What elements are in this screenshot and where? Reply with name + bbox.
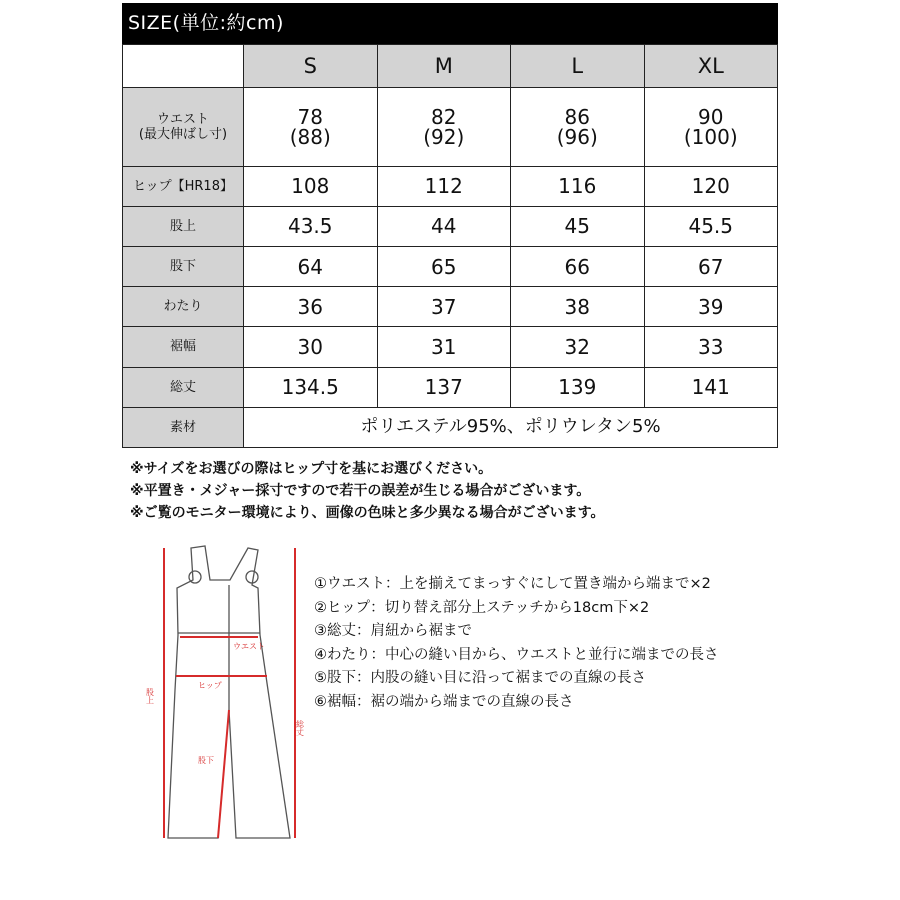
subvalue: (96)	[556, 124, 598, 149]
size-header-row	[123, 45, 778, 88]
row-label-rise: 股上	[123, 206, 244, 246]
note-3: ※ご覧のモニター環境により、画像の色味と多少異なる場合がございます。	[130, 505, 605, 521]
row-label-hem: 裾幅	[123, 327, 244, 367]
cell-waist-s	[244, 88, 378, 167]
legend-item-hem: ⑥裾幅：裾の端から端までの直線の長さ	[314, 693, 574, 710]
cell-thigh-m: 37	[377, 287, 511, 327]
cell-hip-l: 116	[511, 166, 645, 206]
cell-inseam-xl: 67	[644, 246, 778, 286]
subvalue: (100)	[683, 124, 738, 149]
overalls-diagram	[130, 540, 310, 850]
cell-rise-xl: 45.5	[644, 206, 778, 246]
table-row-length	[123, 367, 778, 407]
header-corner	[123, 45, 244, 88]
row-label-material: 素材	[123, 407, 244, 447]
value: 78	[297, 104, 323, 129]
size-table	[122, 44, 778, 448]
table-row-thigh	[123, 287, 778, 327]
diagram-label-waist: ウエスト	[233, 642, 265, 651]
cell-hem-l: 32	[511, 327, 645, 367]
diagram-label-length: 総丈	[295, 720, 305, 736]
legend-item-waist: ①ウエスト：上を揃えてまっすぐにして置き端から端まで×2	[314, 576, 711, 592]
cell-waist-xl	[644, 88, 778, 167]
cell-thigh-s: 36	[244, 287, 378, 327]
size-header-l: L	[511, 45, 645, 88]
row-label-length: 総丈	[123, 367, 244, 407]
notes	[130, 458, 605, 524]
note-1: ※サイズをお選びの際はヒップ寸を基にお選びください。	[130, 461, 493, 477]
cell-length-xl: 141	[644, 367, 778, 407]
cell-rise-l: 45	[511, 206, 645, 246]
cell-thigh-xl: 39	[644, 287, 778, 327]
cell-hip-m: 112	[377, 166, 511, 206]
row-label-waist	[123, 88, 244, 167]
legend-item-length: ③総丈：肩紐から裾まで	[314, 623, 472, 639]
size-header-m: M	[377, 45, 511, 88]
cell-waist-l	[511, 88, 645, 167]
size-header-s: S	[244, 45, 378, 88]
size-table-title: SIZE(単位:約cm)	[122, 3, 778, 44]
row-label-hip: ヒップ【HR18】	[123, 166, 244, 206]
row-label-thigh: わたり	[123, 287, 244, 327]
inseam-line	[218, 710, 229, 838]
cell-hem-s: 30	[244, 327, 378, 367]
note-2: ※平置き・メジャー採寸ですので若干の誤差が生じる場合がございます。	[130, 483, 591, 499]
legend-item-thigh: ④わたり：中心の縫い目から、ウエストと並行に端までの長さ	[314, 646, 719, 663]
row-label-waist-sub: (最大伸ばし寸)	[138, 126, 228, 142]
table-row-waist	[123, 88, 778, 167]
cell-inseam-s: 64	[244, 246, 378, 286]
cell-hip-xl: 120	[644, 166, 778, 206]
value: 90	[698, 104, 724, 129]
value: 82	[431, 104, 457, 129]
legend-item-hip: ②ヒップ：切り替え部分上ステッチから18cm下×2	[314, 599, 650, 616]
table-row-material	[123, 407, 778, 447]
table-row-hem	[123, 327, 778, 367]
cell-rise-m: 44	[377, 206, 511, 246]
table-row-hip	[123, 166, 778, 206]
value: 86	[564, 104, 590, 129]
cell-hip-s: 108	[244, 166, 378, 206]
cell-length-s: 134.5	[244, 367, 378, 407]
cell-hem-m: 31	[377, 327, 511, 367]
measurement-legend	[314, 573, 719, 714]
subvalue: (88)	[289, 124, 331, 149]
cell-rise-s: 43.5	[244, 206, 378, 246]
cell-length-m: 137	[377, 367, 511, 407]
cell-material: ポリエステル95%、ポリウレタン5%	[244, 407, 778, 447]
cell-inseam-l: 66	[511, 246, 645, 286]
cell-length-l: 139	[511, 367, 645, 407]
cell-inseam-m: 65	[377, 246, 511, 286]
row-label-waist-main: ウエスト	[156, 111, 209, 127]
overalls-outline	[168, 546, 290, 838]
cell-thigh-l: 38	[511, 287, 645, 327]
diagram-label-inseam: 股下	[198, 756, 214, 765]
legend-item-inseam: ⑤股下：内股の縫い目に沿って裾までの直線の長さ	[314, 670, 646, 686]
table-row-rise	[123, 206, 778, 246]
diagram-label-hip: ヒップ	[198, 681, 222, 690]
cell-hem-xl: 33	[644, 327, 778, 367]
row-label-inseam: 股下	[123, 246, 244, 286]
cell-waist-m	[377, 88, 511, 167]
subvalue: (92)	[423, 124, 465, 149]
diagram-label-rise: 股上	[145, 688, 155, 704]
table-row-inseam	[123, 246, 778, 286]
size-header-xl: XL	[644, 45, 778, 88]
